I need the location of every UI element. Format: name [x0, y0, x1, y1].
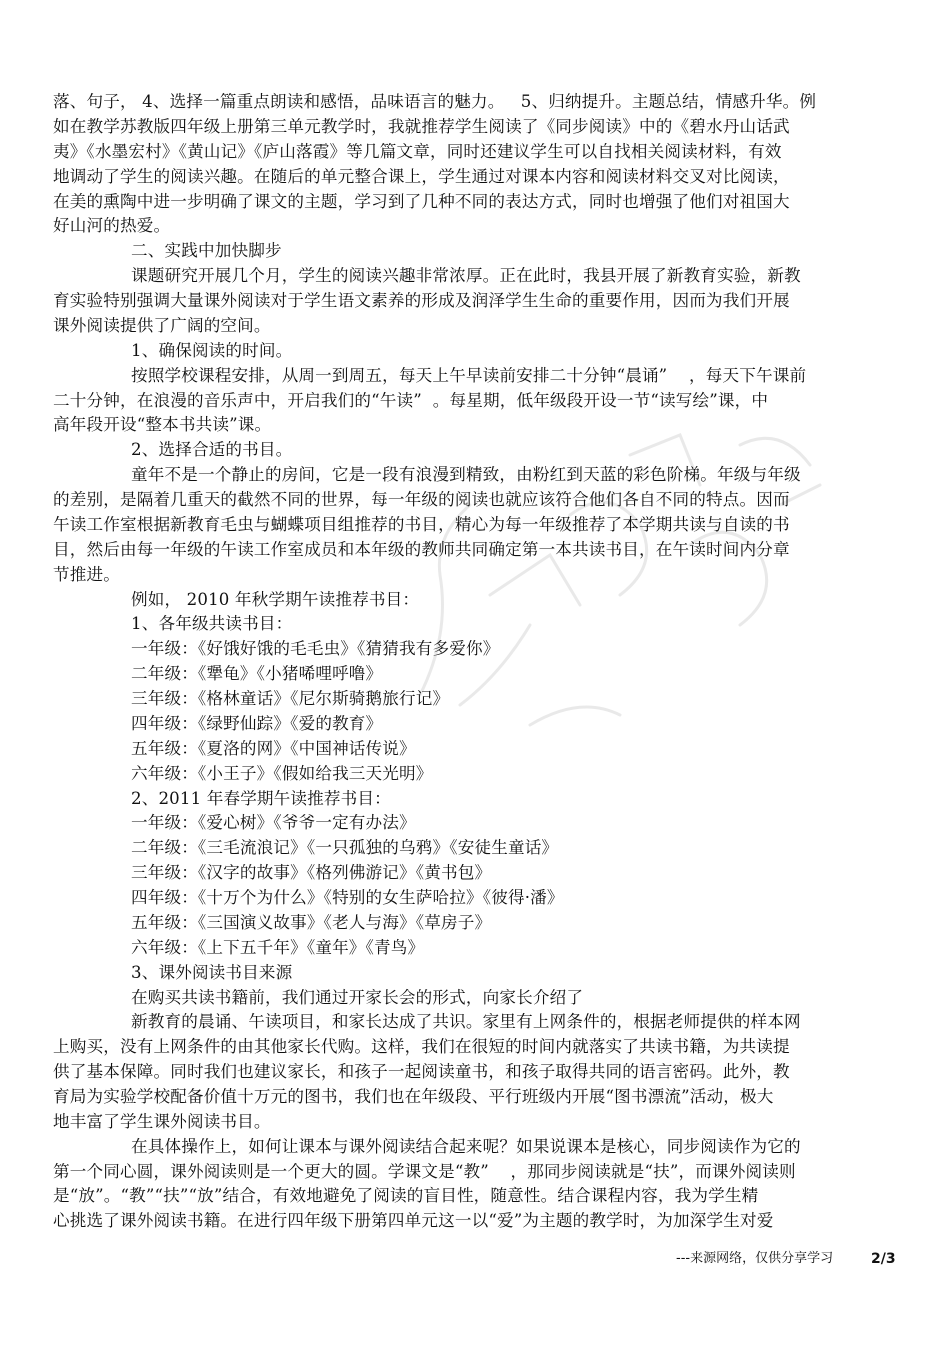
subheading: 1、确保阅读的时间。 — [131, 341, 293, 360]
list-item: 四年级：《十万个为什么》《特别的女生萨哈拉》《彼得·潘》 — [131, 888, 564, 907]
text-line: 按照学校课程安排，从周一到周五，每天上午早读前安排二十分钟“晨诵” ，每天下午课前 — [131, 366, 807, 385]
text-line: 在购买共读书籍前，我们通过开家长会的形式，向家长介绍了 — [131, 988, 584, 1007]
list-item: 六年级：《小王子》《假如给我三天光明》 — [131, 764, 433, 783]
subheading: 2、选择合适的书目。 — [131, 440, 293, 459]
text-line: 供了基本保障。同时我们也建议家长，和孩子一起阅读童书，和孩子取得共同的语言密码。此外，教 — [53, 1062, 790, 1081]
list-item: 三年级：《格林童话》《尼尔斯骑鹅旅行记》 — [131, 689, 450, 708]
text-line: 童年不是一个静止的房间，它是一段有浪漫到精致，由粉红到天蓝的彩色阶梯。年级与年级 — [131, 465, 801, 484]
text-line: 落、句子， 4、选择一篇重点朗读和感悟，品味语言的魅力。 5、归纳提升。主题总结，情感升华。例 — [53, 92, 817, 111]
text-line: 地丰富了学生课外阅读书目。 — [53, 1112, 271, 1131]
text-line: 是“放”。“教”“扶”“放”结合，有效地避免了阅读的盲目性，随意性。结合课程内容，我为学生精 — [53, 1186, 759, 1205]
list-item: 一年级：《爱心树》《爷爷一定有办法》 — [131, 813, 416, 832]
text-line: 心挑选了课外阅读书籍。在进行四年级下册第四单元这一以“爱”为主题的教学时，为加深学生对爱 — [53, 1211, 774, 1230]
footer-note: ---来源网络，仅供分享学习 — [676, 1251, 834, 1266]
list-item: 四年级：《绿野仙踪》《爱的教育》 — [131, 714, 383, 733]
text-line: 地调动了学生的阅读兴趣。在随后的单元整合课上，学生通过对课本内容和阅读材料交叉对比阅读， — [53, 167, 790, 186]
text-line: 好山河的热爱。 — [53, 216, 171, 235]
text-line: 课外阅读提供了广阔的空间。 — [53, 316, 271, 335]
subheading: 3、课外阅读书目来源 — [131, 963, 293, 982]
text-line: 上购买，没有上网条件的由其他家长代购。这样，我们在很短的时间内就落实了共读书籍，为共读提 — [53, 1037, 790, 1056]
text-line: 在具体操作上，如何让课本与课外阅读结合起来呢？如果说课本是核心，同步阅读作为它的 — [131, 1137, 801, 1156]
text-line: 节推进。 — [53, 565, 120, 584]
list-heading: 1、各年级共读书目： — [131, 614, 293, 633]
text-line: 午读工作室根据新教育毛虫与蝴蝶项目组推荐的书目，精心为每一年级推荐了本学期共读与自读的书 — [53, 515, 790, 534]
list-item: 三年级：《汉字的故事》《格列佛游记》《黄书包》 — [131, 863, 492, 882]
text-line: 育局为实验学校配备价值十万元的图书，我们也在年级段、平行班级内开展“图书漂流”活动，极大 — [53, 1087, 774, 1106]
text-line: 夷》《水墨宏村》《黄山记》《庐山落霞》等几篇文章，同时还建议学生可以自找相关阅读材料，有效 — [53, 142, 782, 161]
list-item: 五年级：《三国演义故事》《老人与海》《草房子》 — [131, 913, 492, 932]
list-item: 二年级：《三毛流浪记》《一只孤独的乌鸦》《安徒生童话》 — [131, 838, 559, 857]
text-line: 例如， 2010 年秋学期午读推荐书目： — [131, 590, 420, 609]
watermark-icon — [380, 395, 850, 775]
list-item: 五年级：《夏洛的网》《中国神话传说》 — [131, 739, 416, 758]
text-line: 第一个同心圆，课外阅读则是一个更大的圆。学课文是“教” ，那同步阅读就是“扶”，而课外阅读则 — [53, 1162, 796, 1181]
text-line: 二十分钟，在浪漫的音乐声中，开启我们的“午读” 。每星期，低年级段开设一节“读写绘”课，中 — [53, 391, 769, 410]
text-line: 的差别，是隔着几重天的截然不同的世界，每一年级的阅读也就应该符合他们各自不同的特点。因而 — [53, 490, 790, 509]
list-heading: 2、2011 年春学期午读推荐书目： — [131, 789, 391, 808]
text-line: 育实验特别强调大量课外阅读对于学生语文素养的形成及润泽学生生命的重要作用，因而为我们开展 — [53, 291, 790, 310]
text-line: 在美的熏陶中进一步明确了课文的主题，学习到了几种不同的表达方式，同时也增强了他们对祖国大 — [53, 192, 790, 211]
text-line: 目，然后由每一年级的午读工作室成员和本年级的教师共同确定第一本共读书目，在午读时间内分章 — [53, 540, 790, 559]
list-item: 一年级：《好饿好饿的毛毛虫》《猜猜我有多爱你》 — [131, 639, 500, 658]
text-line: 高年段开设“整本书共读”课。 — [53, 415, 272, 434]
text-line: 如在教学苏教版四年级上册第三单元教学时，我就推荐学生阅读了《同步阅读》中的《碧水丹山话武 — [53, 117, 790, 136]
section-heading: 二、实践中加快脚步 — [131, 241, 282, 260]
list-item: 二年级：《犟龟》《小猪唏哩呼噜》 — [131, 664, 383, 683]
page-number: 2/3 — [871, 1251, 896, 1267]
list-item: 六年级：《上下五千年》《童年》《青鸟》 — [131, 938, 425, 957]
text-line: 课题研究开展几个月，学生的阅读兴趣非常浓厚。正在此时，我县开展了新教育实验，新教 — [131, 266, 801, 285]
text-line: 新教育的晨诵、午读项目，和家长达成了共识。家里有上网条件的，根据老师提供的样本网 — [131, 1012, 801, 1031]
